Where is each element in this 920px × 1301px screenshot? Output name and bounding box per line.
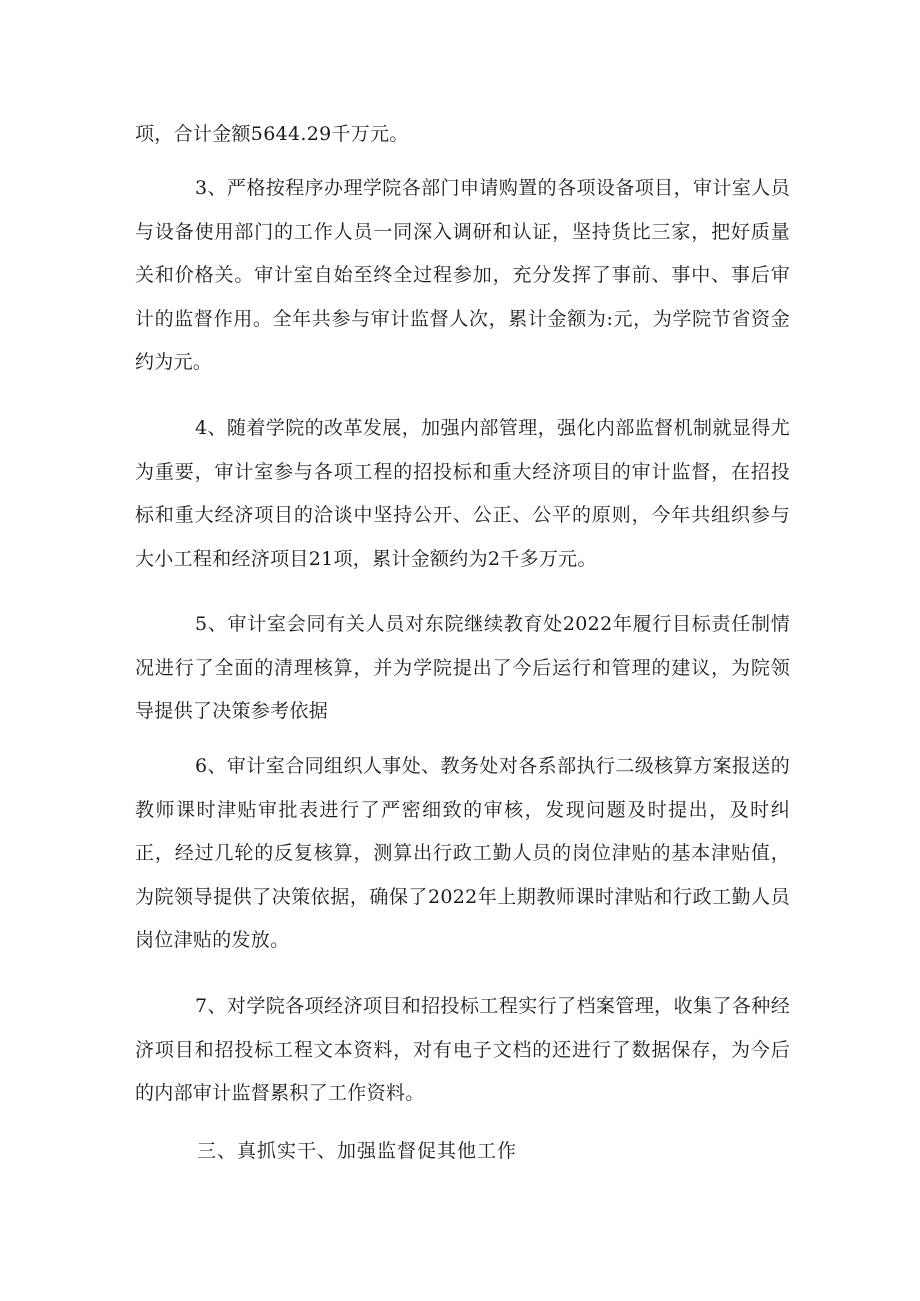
paragraph-item-7: 7、对学院各项经济项目和招投标工程实行了档案管理，收集了各种经济项目和招投标工程文本资料，对有电子文档的还进行了数据保存，为今后的内部审计监督累积了工作资料。 bbox=[135, 995, 790, 1105]
paragraph-item-5: 5、审计室会同有关人员对东院继续教育处2022年履行目标责任制情况进行了全面的清理核算，并为学院提出了今后运行和管理的建议，为院领导提供了决策参考依据 bbox=[135, 613, 790, 723]
paragraph-item-3: 3、严格按程序办理学院各部门申请购置的各项设备项目，审计室人员与设备使用部门的工作人员一同深入调研和认证，坚持货比三家，把好质量关和价格关。审计室自始至终全过程参加，充分发挥了事前、事中、事后审计的监督作用。全年共参与审计监督人次，累计金额为:元，为学院节省资金约为元。 bbox=[135, 177, 790, 374]
paragraph-item-4: 4、随着学院的改革发展，加强内部管理，强化内部监督机制就显得尤为重要，审计室参与各项工程的招投标和重大经济项目的审计监督，在招投标和重大经济项目的洽谈中坚持公开、公正、公平的原则，今年共组织参与大小工程和经济项目21项，累计金额约为2千多万元。 bbox=[135, 417, 790, 570]
section-heading: 三、真抓实干、加强监督促其他工作 bbox=[197, 1140, 518, 1162]
paragraph-continuation: 项，合计金额5644.29千万元。 bbox=[135, 123, 409, 145]
paragraph-item-6: 6、审计室合同组织人事处、教务处对各系部执行二级核算方案报送的教师课时津贴审批表进行了严密细致的审核，发现问题及时提出，及时纠正，经过几轮的反复核算，测算出行政工勤人员的岗位津贴的基本津贴值，为院领导提供了决策依据，确保了2022年上期教师课时津贴和行政工勤人员岗位津贴的发放。 bbox=[135, 755, 790, 952]
